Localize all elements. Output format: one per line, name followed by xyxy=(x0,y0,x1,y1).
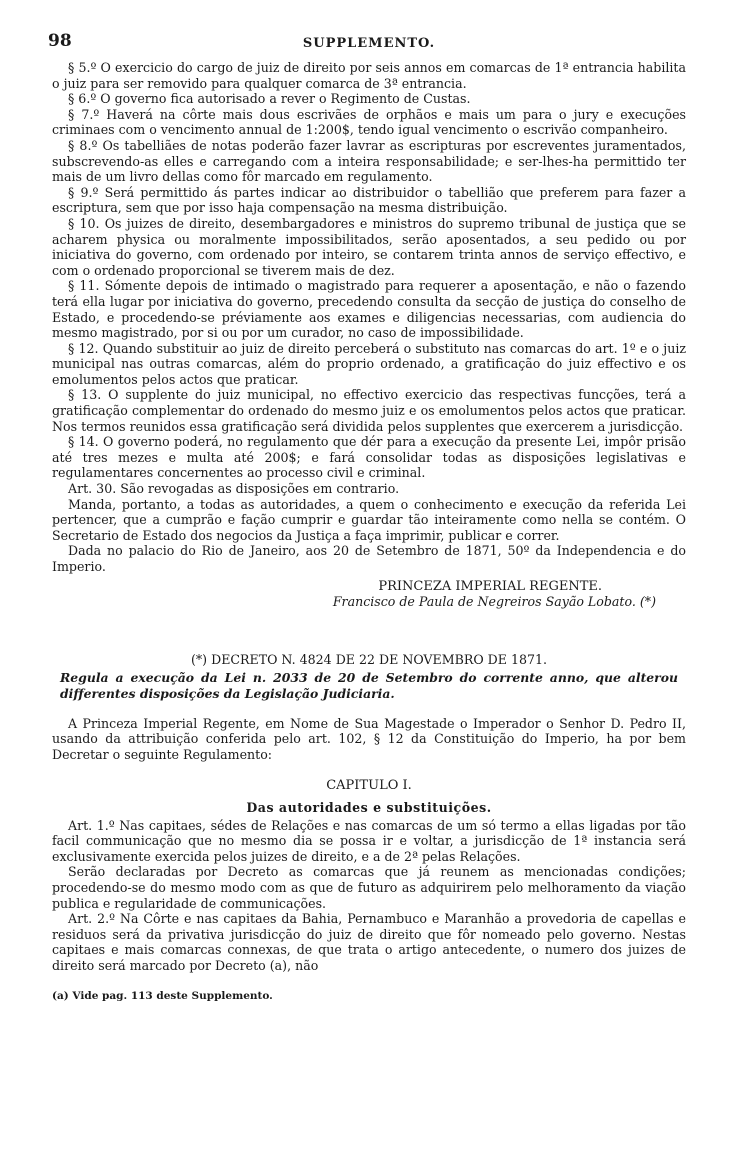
article-1: Art. 1.º Nas capitaes, sédes de Relações e nas comarcas de um só termo a ellas ligadas por tão facil communicação que no mesmo dia se possa ir e voltar, a jurisdicção de 1ª instancia será exclusivamente exercida pelos juizes de direito, e a de 2ª pelas Relações. xyxy=(52,817,686,864)
paragraph-section-14: § 14. O governo poderá, no regulamento que dér para a execução da presente Lei, impôr prisão até tres mezes e multa até 200$; e fará consolidar todas as disposições legislativas e regulamentares concernentes ao processo civil e criminal. xyxy=(52,434,686,481)
paragraph-section-5: § 5.º O exercicio do cargo de juiz de direito por seis annos em comarcas de 1ª entrancia habilita o juiz para ser removido para qualquer comarca de 3ª entrancia. xyxy=(52,60,686,91)
paragraph-section-13: § 13. O supplente do juiz municipal, no effectivo exercicio das respectivas funcções, terá a gratificação complementar do ordenado do mesmo juiz e os emolumentos pelos actos que praticar. Nos termos reunidos essa gratificação será dividida pelos supplentes que exercerem a jurisdicção. xyxy=(52,387,686,434)
decree-summary: Regula a execução da Lei n. 2033 de 20 de Setembro do corrente anno, que alterou differentes disposições da Legislação Judiciaria. xyxy=(60,670,678,701)
paragraph-section-7: § 7.º Haverá na côrte mais dous escrivães de orphãos e mais um para o jury e execuções criminaes com o vencimento annual de 1:200$, tendo igual vencimento o escrivão companheiro. xyxy=(52,106,686,138)
footnote: (a) Vide pag. 113 deste Supplemento. xyxy=(52,990,273,1003)
decree-preamble-block xyxy=(52,716,686,763)
decree-articles xyxy=(52,818,686,974)
decree-title: (*) DECRETO N. 4824 DE 22 DE NOVEMBRO DE 1871. xyxy=(190,651,548,667)
paragraph-section-8: § 8.º Os tabelliães de notas poderão fazer lavrar as escripturas por escreventes juramentados, subscrevendo-as elles e carregando com a inteira responsabilidade; e ser-lhes-ha permittido ter mais de um livro dellas como fôr marcado em regulamento. xyxy=(52,137,686,185)
page-number: 98 xyxy=(48,31,72,51)
paragraph-section-9: § 9.º Será permittido ás partes indicar ao distribuidor o tabellião que preferem para fazer a escriptura, sem que por isso haja compensação na mesma distribuição. xyxy=(52,184,686,216)
document-page xyxy=(48,31,686,1005)
chapter-heading: CAPITULO I. xyxy=(326,778,412,794)
signature-minister: Francisco de Paula de Negreiros Sayão Lobato. (*) xyxy=(332,594,656,610)
chapter-subtitle: Das autoridades e substituições. xyxy=(246,799,492,815)
paragraph-section-12: § 12. Quando substituir ao juiz de direito perceberá o substituto nas comarcas do art. 1º e o juiz municipal nas outras comarcas, além do proprio ordenado, a gratificação do juiz effectivo e os emolumentos pelos actos que praticar. xyxy=(52,340,686,387)
article-2: Art. 2.º Na Côrte e nas capitaes da Bahia, Pernambuco e Maranhão a provedoria de capellas e residuos será da privativa jurisdicção do juiz de direito que fôr nomeado pelo governo. Nestas capitaes e mais comarcas connexas, de que trata o artigo antecedente, o numero dos juizes de direito será marcado por Decreto (a), não xyxy=(52,911,686,973)
decree-preamble: A Princeza Imperial Regente, em Nome de Sua Magestade o Imperador o Senhor D. Pedro II, usando da attribuição conferida pelo art. 102, § 12 da Constituição do Imperio, ha por bem Decretar o seguinte Regulamento: xyxy=(52,715,686,762)
law-continuation xyxy=(52,60,686,575)
paragraph-section-6: § 6.º O governo fica autorisado a rever o Regimento de Custas. xyxy=(68,91,471,107)
page-header xyxy=(48,31,686,60)
running-head: SUPPLEMENTO. xyxy=(302,36,436,51)
paragraph-section-11: § 11. Sómente depois de intimado o magistrado para requerer a aposentação, e não o fazendo terá ella lugar por iniciativa do governo, precedendo consulta da secção de justiça do conselho de Estado, e procedendo-se préviamente aos exames e diligencias necessarias, com audiencia do mesmo magistrado, por si ou por um curador, no caso de impossibilidade. xyxy=(52,278,686,341)
article-1-paragraph: Serão declaradas por Decreto as comarcas que já reunem as mencionadas condições; procedendo-se do mesmo modo com as que de futuro as adquirirem pelo melhoramento da viação publica e regularidade de communicações. xyxy=(52,864,686,911)
paragraph-manda: Manda, portanto, a todas as autoridades, a quem o conhecimento e execução da referida Lei pertencer, que a cumprão e fação cumprir e guardar tão inteiramente como nella se contém. O Secretario de Estado dos negocios da Justiça a faça imprimir, publicar e correr. xyxy=(52,496,686,543)
signature-regent: PRINCEZA IMPERIAL REGENTE. xyxy=(378,578,602,594)
paragraph-section-10: § 10. Os juizes de direito, desembargadores e ministros do supremo tribunal de justiça que se acharem physica ou moralmente impossibilitados, serão aposentados, a seu pedido ou por iniciativa do governo, com ordenado por inteiro, se contarem trinta annos de serviço effectivo, e com o ordenado proporcional se tiverem mais de dez. xyxy=(52,215,686,278)
paragraph-article-30: Art. 30. São revogadas as disposições em contrario. xyxy=(68,481,400,497)
paragraph-dada: Dada no palacio do Rio de Janeiro, aos 20 de Setembro de 1871, 50º da Independencia e do Imperio. xyxy=(52,543,686,574)
